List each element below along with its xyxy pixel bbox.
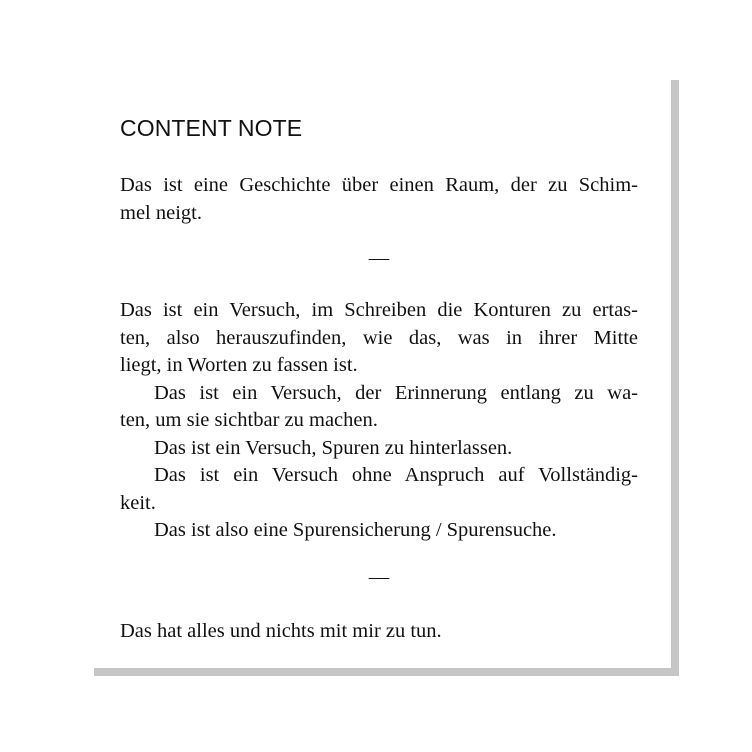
paragraph-line: liegt, in Worten zu fassen ist. xyxy=(120,354,358,376)
paragraph-line: Das ist also eine Spurensicherung / Spurensuche. xyxy=(154,519,557,541)
intro-paragraph xyxy=(120,172,638,227)
intro-line: Das ist eine Geschichte über einen Raum, der zu Schim- xyxy=(120,174,638,196)
main-paragraph xyxy=(120,297,638,545)
section-separator: — xyxy=(368,566,390,588)
paragraph-line: keit. xyxy=(120,491,156,514)
closing-line: Das hat alles und nichts mit mir zu tun. xyxy=(120,620,442,642)
section-separator: — xyxy=(368,247,390,269)
paragraph-line: ten, also herauszufinden, wie das, was in ihrer Mitte xyxy=(120,326,638,349)
paragraph-line: Das ist ein Versuch, im Schreiben die Konturen zu ertas- xyxy=(120,299,638,321)
page-heading: CONTENT NOTE xyxy=(120,115,303,141)
closing-paragraph xyxy=(120,618,638,646)
paragraph-line: ten, um sie sichtbar zu machen. xyxy=(120,409,378,431)
paragraph-line: Das ist ein Versuch ohne Anspruch auf Vollständig- xyxy=(154,464,638,486)
paragraph-line: Das ist ein Versuch, Spuren zu hinterlassen. xyxy=(154,436,513,459)
paragraph-line: Das ist ein Versuch, der Erinnerung entlang zu wa- xyxy=(154,381,638,404)
intro-line: mel neigt. xyxy=(120,201,202,224)
